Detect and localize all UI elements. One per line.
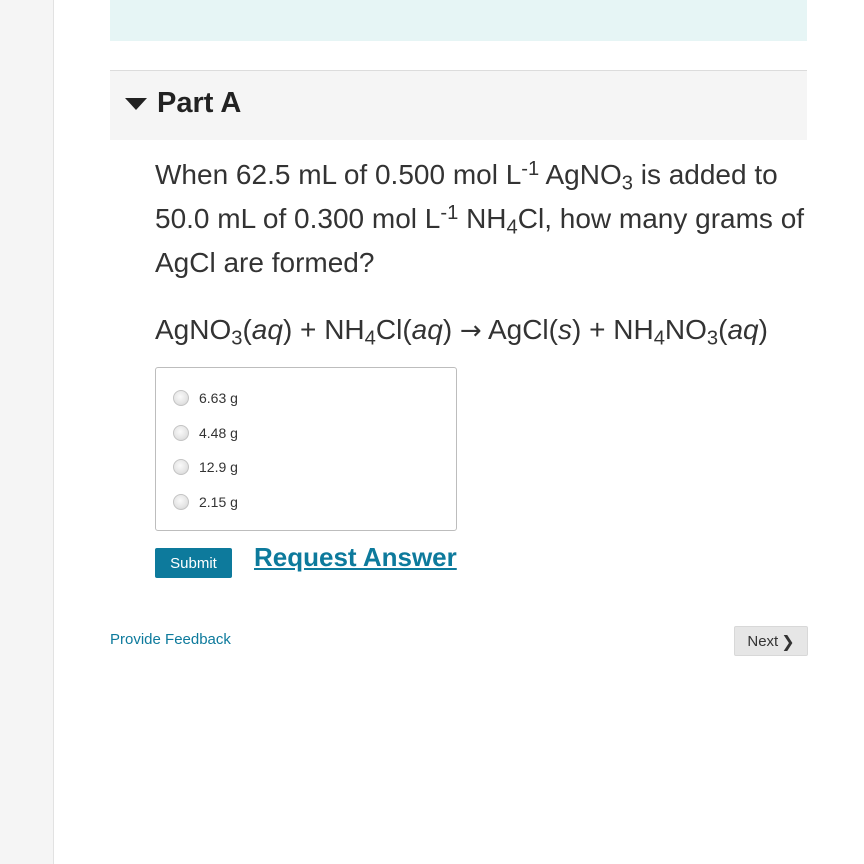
part-title: Part A [157, 87, 242, 119]
request-answer-link[interactable]: Request Answer [254, 542, 457, 572]
radio-unchecked-icon[interactable] [173, 390, 189, 406]
reaction-arrow-icon: → [459, 316, 482, 346]
radio-unchecked-icon[interactable] [173, 425, 189, 441]
radio-unchecked-icon[interactable] [173, 494, 189, 510]
choice-label: 4.48 g [199, 425, 238, 441]
choice-label: 6.63 g [199, 390, 238, 406]
submit-button[interactable]: Submit [155, 548, 232, 578]
left-gutter [0, 0, 54, 864]
next-label: Next [747, 632, 779, 650]
top-banner [110, 0, 807, 41]
chevron-right-icon: ❯ [781, 631, 795, 651]
choice-option[interactable] [173, 491, 238, 513]
part-header[interactable] [110, 70, 807, 140]
radio-unchecked-icon[interactable] [173, 459, 189, 475]
next-button[interactable] [734, 626, 808, 656]
answer-choices [155, 367, 457, 531]
provide-feedback-link[interactable]: Provide Feedback [110, 631, 231, 648]
question-text: When 62.5 mL of 0.500 mol $L^{-1}$ AgNO$_3$ is added to 50.0 mL of 0.300 mol $L^{-1}$ $NH_4Cl$, how many grams of AgCl are formed? [155, 157, 805, 278]
choice-label: 12.9 g [199, 459, 238, 475]
chemical-equation: AgNO$_3$(aq) + $NH_4Cl(aq)$ → AgCl(s) + $NH_4NO_3(aq)$ [155, 314, 768, 350]
choice-option[interactable] [173, 422, 238, 444]
choice-option[interactable] [173, 387, 238, 409]
choice-label: 2.15 g [199, 494, 238, 510]
caret-down-icon[interactable] [125, 98, 147, 110]
choice-option[interactable] [173, 456, 238, 478]
